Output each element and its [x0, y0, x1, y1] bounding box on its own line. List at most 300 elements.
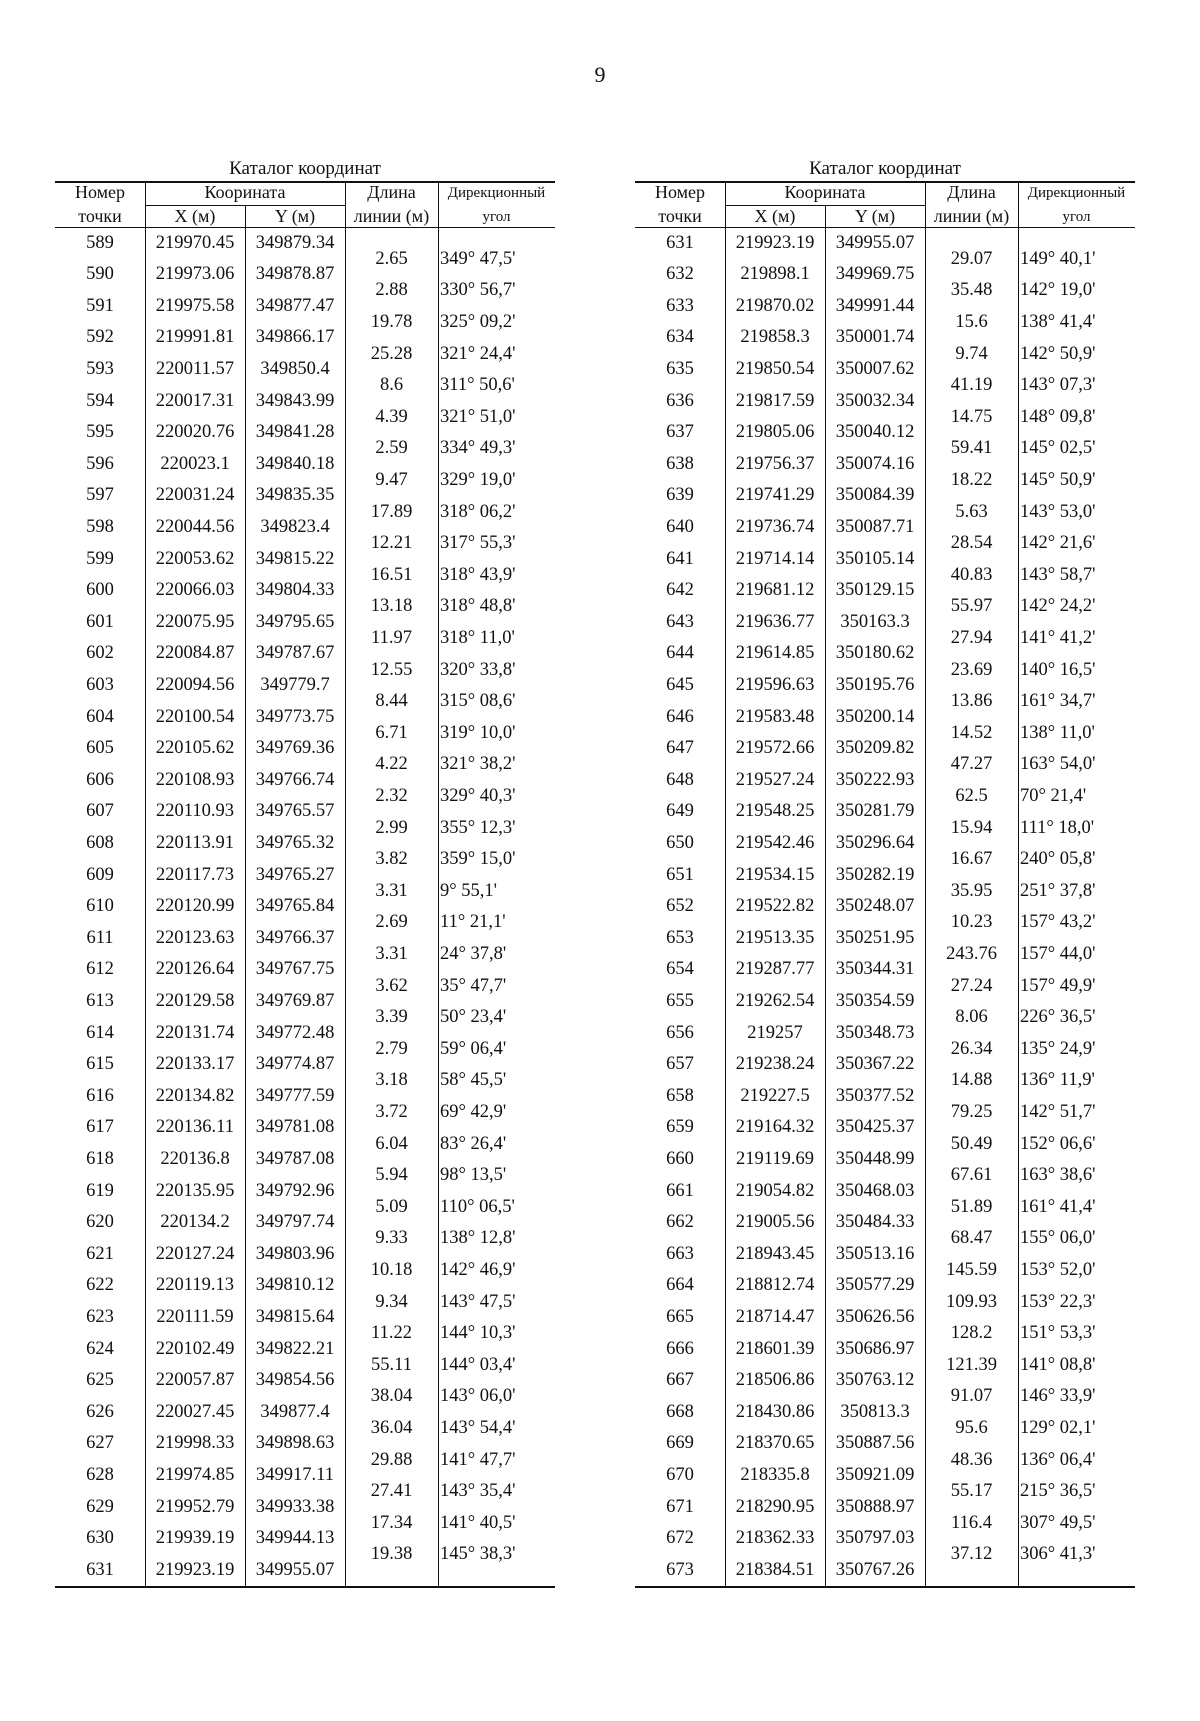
- point-number: 630: [86, 1528, 114, 1549]
- point-y: 350200.14: [835, 706, 915, 727]
- header-length-sub: линии (м): [353, 206, 430, 226]
- line-length: 4.22: [375, 754, 408, 775]
- point-y: 350626.56: [835, 1306, 915, 1327]
- point-y: 350797.03: [835, 1528, 915, 1549]
- point-number: 629: [86, 1496, 114, 1517]
- point-x: 219005.56: [735, 1212, 815, 1233]
- point-number: 640: [666, 516, 694, 537]
- header-coordinates: Коорината: [784, 182, 866, 202]
- direction-angle: 157° 43,2': [1020, 912, 1096, 933]
- point-number: 648: [666, 769, 694, 790]
- line-length: 8.06: [955, 1007, 988, 1028]
- point-y: 349810.12: [255, 1275, 335, 1296]
- header-coordinates: Коорината: [204, 182, 286, 202]
- line-length: 36.04: [370, 1418, 413, 1438]
- point-number: 661: [666, 1180, 694, 1201]
- line-length: 59.41: [950, 438, 993, 459]
- line-length: 14.52: [950, 722, 993, 743]
- point-x: 218601.39: [735, 1338, 815, 1359]
- point-x: 219850.54: [735, 358, 815, 379]
- line-length: 12.21: [370, 533, 413, 554]
- header-point-number-sub: точки: [78, 206, 122, 226]
- point-number: 625: [86, 1370, 114, 1391]
- point-y: 349769.87: [255, 990, 335, 1011]
- point-number: 671: [666, 1496, 694, 1517]
- direction-angle: 142° 24,2': [1020, 596, 1096, 617]
- point-y: 349955.07: [835, 232, 915, 253]
- direction-angle: 111° 18,0': [1020, 817, 1095, 838]
- direction-angle: 142° 51,7': [1020, 1102, 1096, 1122]
- point-x: 219991.81: [155, 327, 235, 348]
- direction-angle: 318° 06,2': [440, 501, 516, 522]
- line-length: 3.31: [375, 880, 408, 901]
- point-x: 220134.82: [155, 1085, 235, 1106]
- point-y: 349877.4: [260, 1401, 330, 1422]
- point-x: 220094.56: [155, 674, 235, 695]
- point-y: 350686.97: [835, 1338, 915, 1359]
- line-length: 2.59: [375, 438, 408, 459]
- point-y: 349777.59: [255, 1085, 335, 1106]
- catalog-title: Каталог координат: [809, 158, 961, 179]
- line-length: 3.39: [375, 1007, 408, 1028]
- line-length: 10.18: [370, 1260, 413, 1280]
- point-x: 220057.87: [155, 1370, 235, 1391]
- point-number: 644: [666, 643, 694, 664]
- point-y: 349850.4: [260, 358, 330, 379]
- coordinate-catalog-left: [55, 157, 555, 1586]
- point-x: 219898.1: [740, 264, 810, 285]
- line-length: 27.94: [950, 628, 993, 648]
- point-number: 664: [666, 1275, 694, 1296]
- point-y: 349767.75: [255, 959, 335, 980]
- point-number: 652: [666, 896, 694, 917]
- line-length: 18.22: [950, 470, 993, 490]
- point-x: 220133.17: [155, 1054, 235, 1075]
- direction-angle: 240° 05,8': [1020, 849, 1096, 870]
- table-top-rule: [635, 181, 1135, 183]
- point-x: 220075.95: [155, 611, 235, 632]
- direction-angle: 251° 37,8': [1020, 880, 1096, 901]
- direction-angle: 145° 38,3': [440, 1544, 516, 1565]
- line-length: 79.25: [950, 1102, 993, 1122]
- point-x: 220020.76: [155, 422, 235, 443]
- point-number: 606: [86, 769, 114, 790]
- point-number: 593: [86, 358, 114, 379]
- direction-angle: 143° 58,7': [1020, 564, 1096, 585]
- point-number: 614: [86, 1022, 114, 1043]
- point-y: 350032.34: [835, 390, 915, 411]
- coordinate-catalog-right: [635, 157, 1135, 1586]
- point-number: 657: [666, 1054, 694, 1075]
- line-length: 15.94: [950, 817, 993, 838]
- point-number: 659: [666, 1117, 694, 1138]
- point-number: 667: [666, 1370, 694, 1391]
- point-x: 220053.62: [155, 548, 235, 569]
- point-y: 349781.08: [255, 1117, 335, 1138]
- point-x: 220136.11: [156, 1117, 234, 1138]
- point-x: 219262.54: [735, 990, 815, 1011]
- point-x: 219756.37: [735, 453, 815, 474]
- point-number: 662: [666, 1212, 694, 1233]
- line-length: 6.04: [375, 1133, 408, 1154]
- direction-angle: 319° 10,0': [440, 722, 516, 743]
- line-length: 116.4: [951, 1512, 992, 1533]
- header-point-number-sub: точки: [658, 206, 702, 226]
- point-number: 647: [666, 738, 694, 759]
- line-length: 14.88: [950, 1070, 993, 1091]
- point-x: 219973.06: [155, 264, 235, 285]
- direction-angle: 138° 41,4': [1020, 312, 1096, 332]
- direction-angle: 129° 02,1': [1020, 1418, 1096, 1438]
- point-y: 349787.08: [255, 1148, 335, 1169]
- direction-angle: 83° 26,4': [440, 1133, 507, 1154]
- point-x: 218335.8: [740, 1464, 810, 1485]
- point-number: 637: [666, 422, 694, 443]
- direction-angle: 142° 21,6': [1020, 533, 1096, 554]
- direction-angle: 321° 51,0': [440, 406, 516, 427]
- point-y: 349843.99: [255, 390, 335, 411]
- point-x: 220044.56: [155, 516, 235, 537]
- point-y: 349772.48: [255, 1022, 335, 1043]
- point-y: 349795.65: [255, 611, 335, 632]
- direction-angle: 143° 47,5': [440, 1291, 516, 1312]
- point-y: 350074.16: [835, 453, 915, 474]
- point-number: 639: [666, 485, 694, 506]
- point-number: 666: [666, 1338, 694, 1359]
- direction-angle: 136° 11,9': [1020, 1070, 1095, 1091]
- point-y: 349877.47: [255, 295, 335, 316]
- point-x: 218430.86: [735, 1401, 815, 1422]
- point-x: 219975.58: [155, 295, 235, 316]
- direction-angle: 317° 55,3': [440, 533, 516, 554]
- point-x: 219970.45: [155, 232, 235, 253]
- line-length: 10.23: [950, 912, 993, 933]
- point-y: 350282.19: [835, 864, 915, 885]
- line-length: 9.34: [375, 1291, 408, 1312]
- direction-angle: 143° 06,0': [440, 1386, 516, 1407]
- point-number: 643: [666, 611, 694, 632]
- line-length: 19.78: [370, 312, 413, 332]
- point-x: 219714.14: [735, 548, 815, 569]
- line-length: 243.76: [946, 944, 997, 964]
- point-number: 604: [86, 706, 114, 727]
- direction-angle: 355° 12,3': [440, 817, 516, 838]
- point-number: 600: [86, 580, 114, 601]
- point-number: 616: [86, 1085, 114, 1106]
- point-y: 350163.3: [840, 611, 910, 632]
- point-x: 220119.13: [156, 1275, 234, 1296]
- point-x: 219054.82: [735, 1180, 815, 1201]
- point-x: 219923.19: [735, 232, 815, 253]
- direction-angle: 50° 23,4': [440, 1007, 507, 1028]
- point-number: 635: [666, 358, 694, 379]
- point-number: 650: [666, 832, 694, 853]
- point-number: 613: [86, 990, 114, 1011]
- line-length: 27.41: [370, 1481, 413, 1502]
- line-length: 38.04: [370, 1386, 413, 1407]
- point-y: 350296.64: [835, 832, 915, 853]
- line-length: 8.44: [375, 691, 408, 712]
- point-x: 220110.93: [156, 801, 234, 822]
- point-y: 350105.14: [835, 548, 915, 569]
- direction-angle: 141° 41,2': [1020, 628, 1096, 648]
- line-length: 121.39: [946, 1354, 997, 1375]
- point-x: 220113.91: [156, 832, 234, 853]
- direction-angle: 318° 43,9': [440, 564, 516, 585]
- direction-angle: 136° 06,4': [1020, 1449, 1096, 1470]
- direction-angle: 58° 45,5': [440, 1070, 507, 1091]
- point-y: 350084.39: [835, 485, 915, 506]
- line-length: 48.36: [950, 1449, 993, 1470]
- table-bottom-rule: [55, 1586, 555, 1588]
- point-y: 349866.17: [255, 327, 335, 348]
- point-number: 646: [666, 706, 694, 727]
- point-y: 350425.37: [835, 1117, 915, 1138]
- direction-angle: 143° 35,4': [440, 1481, 516, 1502]
- point-x: 218506.86: [735, 1370, 815, 1391]
- direction-angle: 9° 55,1': [440, 880, 497, 901]
- catalog-table: [635, 181, 1135, 1586]
- point-y: 349835.35: [255, 485, 335, 506]
- point-number: 669: [666, 1433, 694, 1454]
- direction-angle: 157° 44,0': [1020, 944, 1096, 964]
- line-length: 5.94: [375, 1165, 408, 1186]
- line-length: 12.55: [370, 659, 413, 680]
- point-number: 602: [86, 643, 114, 664]
- point-x: 220108.93: [155, 769, 235, 790]
- line-length: 2.99: [375, 817, 408, 838]
- direction-angle: 98° 13,5': [440, 1165, 507, 1186]
- direction-angle: 163° 38,6': [1020, 1165, 1096, 1186]
- line-length: 95.6: [955, 1418, 988, 1438]
- direction-angle: 141° 08,8': [1020, 1354, 1096, 1375]
- direction-angle: 330° 56,7': [440, 280, 516, 301]
- line-length: 14.75: [950, 406, 993, 427]
- direction-angle: 329° 19,0': [440, 470, 516, 490]
- point-x: 219614.85: [735, 643, 815, 664]
- direction-angle: 334° 49,3': [440, 438, 516, 459]
- point-number: 663: [666, 1243, 694, 1264]
- point-y: 349804.33: [255, 580, 335, 601]
- point-x: 220135.95: [155, 1180, 235, 1201]
- line-length: 145.59: [946, 1260, 997, 1280]
- point-y: 349797.74: [255, 1212, 335, 1233]
- point-y: 350248.07: [835, 896, 915, 917]
- line-length: 3.62: [375, 975, 408, 996]
- line-length: 15.6: [955, 312, 988, 332]
- line-length: 19.38: [370, 1544, 413, 1565]
- point-x: 220123.63: [155, 927, 235, 948]
- direction-angle: 135° 24,9': [1020, 1038, 1096, 1059]
- point-number: 653: [666, 927, 694, 948]
- direction-angle: 349° 47,5': [440, 248, 516, 269]
- point-y: 350448.99: [835, 1148, 915, 1169]
- point-number: 656: [666, 1022, 694, 1043]
- direction-angle: 143° 53,0': [1020, 501, 1096, 522]
- point-number: 668: [666, 1401, 694, 1422]
- point-x: 218812.74: [735, 1275, 815, 1296]
- header-x: X (м): [174, 206, 216, 226]
- header-length: Длина: [947, 182, 996, 202]
- point-x: 218714.47: [735, 1306, 815, 1327]
- point-number: 607: [86, 801, 114, 822]
- point-number: 623: [86, 1306, 114, 1327]
- direction-angle: 69° 42,9': [440, 1102, 507, 1122]
- header-point-number: Номер: [74, 182, 126, 202]
- line-length: 17.89: [370, 501, 413, 522]
- point-y: 349765.27: [255, 864, 335, 885]
- line-length: 2.79: [375, 1038, 408, 1059]
- point-x: 220134.2: [160, 1212, 230, 1233]
- table-bottom-rule: [635, 1586, 1135, 1588]
- line-length: 13.86: [950, 691, 993, 712]
- point-x: 219858.3: [740, 327, 810, 348]
- line-length: 16.51: [370, 564, 413, 585]
- point-y: 350087.71: [835, 516, 915, 537]
- point-x: 219923.19: [155, 1559, 235, 1580]
- point-x: 219522.82: [735, 896, 815, 917]
- direction-angle: 140° 16,5': [1020, 659, 1096, 680]
- point-y: 349879.34: [255, 232, 335, 253]
- point-x: 220102.49: [155, 1338, 235, 1359]
- point-number: 609: [86, 864, 114, 885]
- point-x: 219998.33: [155, 1433, 235, 1454]
- header-direction-angle: Дирекционный: [1027, 185, 1126, 201]
- header-y: Y (м): [274, 206, 316, 226]
- line-length: 2.69: [375, 912, 408, 933]
- point-y: 350281.79: [835, 801, 915, 822]
- line-length: 3.31: [375, 944, 408, 964]
- line-length: 40.83: [950, 564, 993, 585]
- point-number: 603: [86, 674, 114, 695]
- point-y: 350377.52: [835, 1085, 915, 1106]
- direction-angle: 35° 47,7': [440, 975, 507, 996]
- direction-angle: 359° 15,0': [440, 849, 516, 870]
- point-number: 620: [86, 1212, 114, 1233]
- direction-angle: 145° 50,9': [1020, 470, 1096, 490]
- point-number: 654: [666, 959, 694, 980]
- point-y: 349765.32: [255, 832, 335, 853]
- direction-angle: 143° 07,3': [1020, 375, 1096, 396]
- header-x: X (м): [754, 206, 796, 226]
- point-number: 631: [666, 232, 694, 253]
- direction-angle: 155° 06,0': [1020, 1228, 1096, 1249]
- point-number: 626: [86, 1401, 114, 1422]
- catalog-title: Каталог координат: [229, 158, 381, 179]
- point-x: 220120.99: [155, 896, 235, 917]
- direction-angle: 318° 48,8': [440, 596, 516, 617]
- line-length: 55.17: [950, 1481, 993, 1502]
- point-x: 219681.12: [735, 580, 815, 601]
- point-number: 641: [666, 548, 694, 569]
- line-length: 4.39: [375, 406, 408, 427]
- point-x: 220117.73: [156, 864, 234, 885]
- point-y: 350180.62: [835, 643, 915, 664]
- point-y: 350513.16: [835, 1243, 915, 1264]
- direction-angle: 144° 03,4': [440, 1354, 516, 1375]
- point-number: 673: [666, 1559, 694, 1580]
- header-direction-angle-sub: угол: [1062, 209, 1091, 225]
- point-y: 349815.22: [255, 548, 335, 569]
- point-x: 219805.06: [735, 422, 815, 443]
- line-length: 55.97: [950, 596, 993, 617]
- point-x: 219736.74: [735, 516, 815, 537]
- point-x: 220105.62: [155, 738, 235, 759]
- point-y: 349803.96: [255, 1243, 335, 1264]
- point-x: 220111.59: [156, 1306, 234, 1327]
- direction-angle: 145° 02,5': [1020, 438, 1096, 459]
- point-y: 349815.64: [255, 1306, 335, 1327]
- point-y: 350040.12: [835, 422, 915, 443]
- point-number: 615: [86, 1054, 114, 1075]
- point-y: 350209.82: [835, 738, 915, 759]
- point-y: 349765.84: [255, 896, 335, 917]
- direction-angle: 138° 11,0': [1020, 722, 1095, 743]
- point-number: 612: [86, 959, 114, 980]
- line-length: 41.19: [950, 375, 993, 396]
- line-length: 51.89: [950, 1196, 993, 1217]
- direction-angle: 151° 53,3': [1020, 1323, 1096, 1344]
- direction-angle: 110° 06,5': [440, 1196, 515, 1217]
- direction-angle: 143° 54,4': [440, 1418, 516, 1438]
- direction-angle: 142° 46,9': [440, 1260, 516, 1280]
- point-number: 670: [666, 1464, 694, 1485]
- point-x: 219583.48: [735, 706, 815, 727]
- point-x: 218290.95: [735, 1496, 815, 1517]
- point-y: 350348.73: [835, 1022, 915, 1043]
- point-x: 220031.24: [155, 485, 235, 506]
- point-number: 651: [666, 864, 694, 885]
- point-y: 349840.18: [255, 453, 335, 474]
- point-y: 350251.95: [835, 927, 915, 948]
- line-length: 5.63: [955, 501, 988, 522]
- point-y: 349773.75: [255, 706, 335, 727]
- line-length: 28.54: [950, 533, 993, 554]
- line-length: 67.61: [950, 1165, 993, 1186]
- point-number: 618: [86, 1148, 114, 1169]
- line-length: 50.49: [950, 1133, 993, 1154]
- point-number: 590: [86, 264, 114, 285]
- direction-angle: 144° 10,3': [440, 1323, 516, 1344]
- direction-angle: 321° 24,4': [440, 343, 516, 364]
- point-x: 220027.45: [155, 1401, 235, 1422]
- catalog-table: [55, 181, 555, 1586]
- line-length: 62.5: [955, 786, 988, 806]
- point-number: 627: [86, 1433, 114, 1454]
- line-length: 2.88: [375, 280, 408, 301]
- line-length: 13.18: [370, 596, 413, 617]
- point-number: 634: [666, 327, 694, 348]
- header-point-number: Номер: [654, 182, 706, 202]
- direction-angle: 161° 34,7': [1020, 691, 1096, 712]
- direction-angle: 163° 54,0': [1020, 754, 1096, 775]
- point-x: 218362.33: [735, 1528, 815, 1549]
- point-y: 350344.31: [835, 959, 915, 980]
- point-y: 349969.75: [835, 264, 915, 285]
- point-y: 349854.56: [255, 1370, 335, 1391]
- direction-angle: 149° 40,1': [1020, 248, 1096, 269]
- point-x: 219548.25: [735, 801, 815, 822]
- point-y: 349765.57: [255, 801, 335, 822]
- line-length: 3.18: [375, 1070, 408, 1091]
- point-number: 605: [86, 738, 114, 759]
- line-length: 25.28: [370, 343, 413, 364]
- point-number: 619: [86, 1180, 114, 1201]
- point-x: 219513.35: [735, 927, 815, 948]
- point-x: 220011.57: [156, 358, 234, 379]
- direction-angle: 141° 40,5': [440, 1512, 516, 1533]
- point-y: 349933.38: [255, 1496, 335, 1517]
